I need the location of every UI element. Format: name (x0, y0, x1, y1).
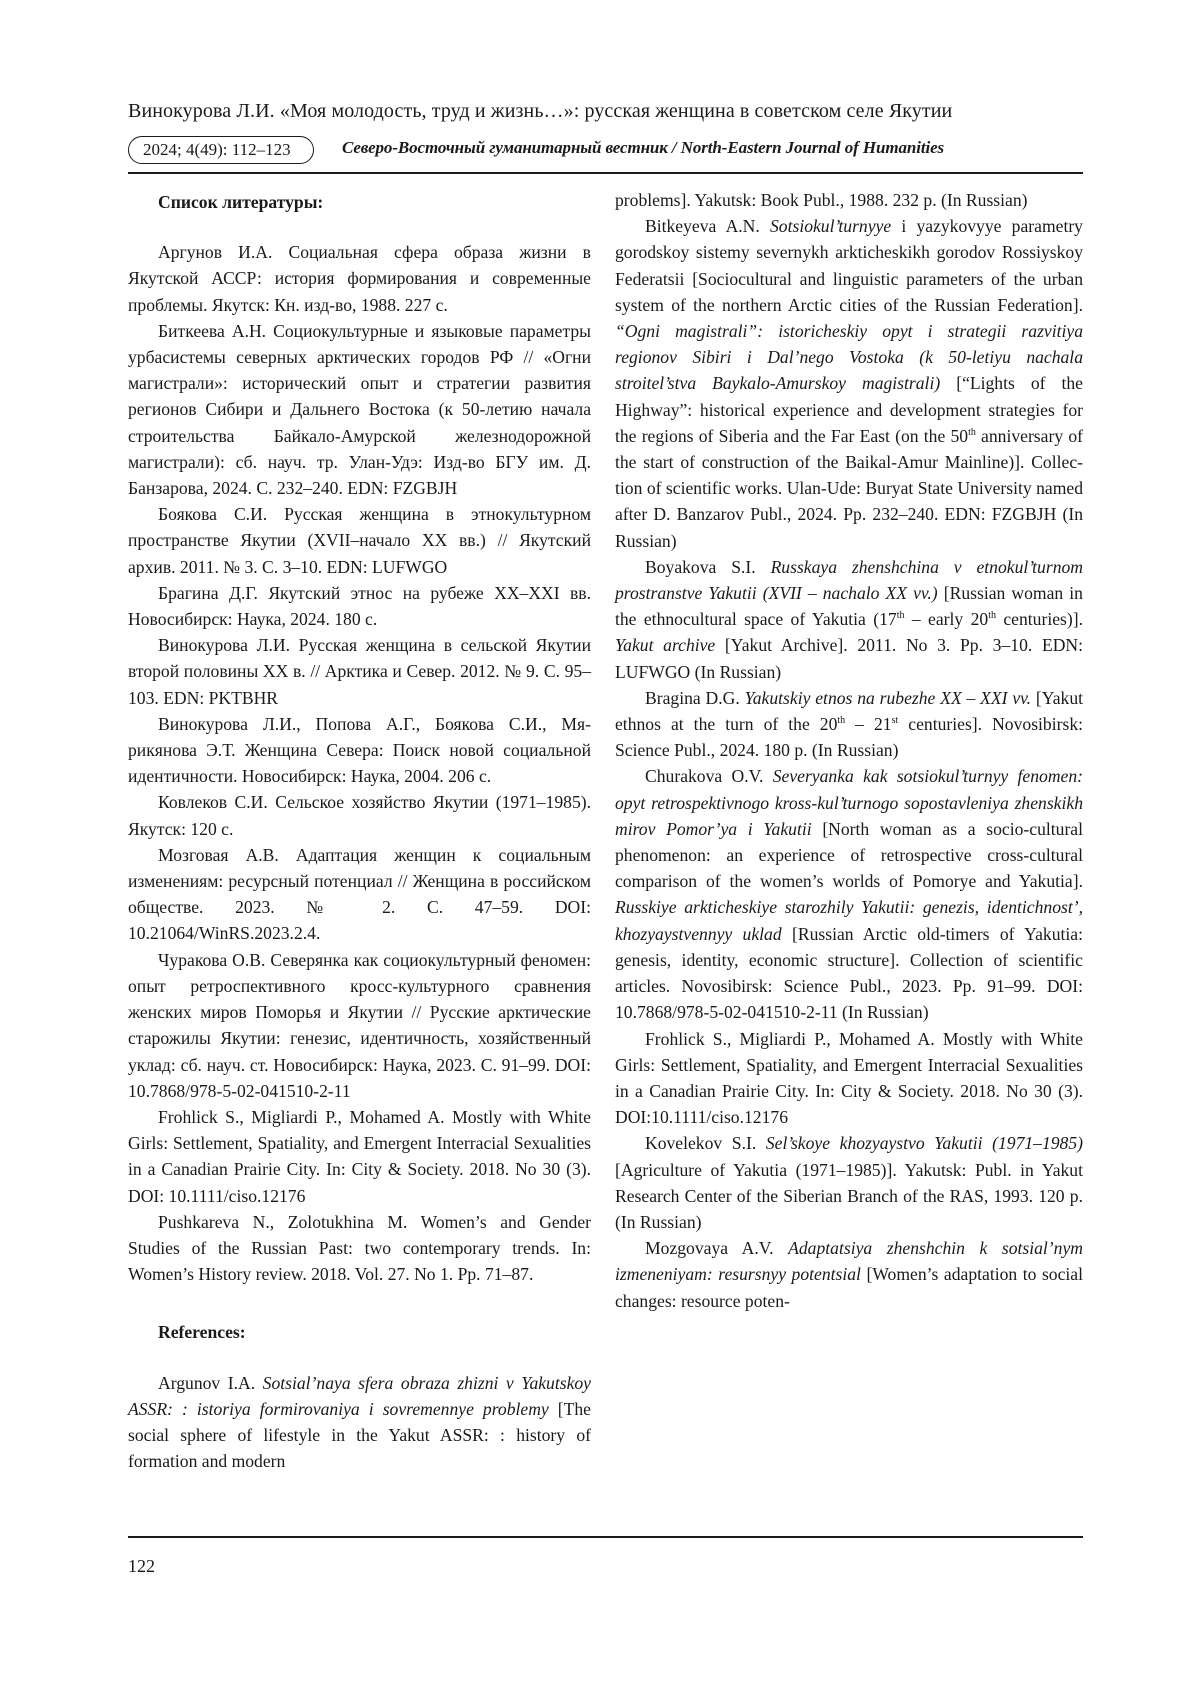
reference-item: Pushkareva N., Zolotukhina M. Women’s and Gender Studies of the Russian Past: two contemporary trends. In: Women’s History review. 2018. Vol. 27. No 1. Pp. 71–87. (128, 1211, 591, 1285)
reference-item: Ковлеков С.И. Сельское хозяйство Якутии (1971–1985). Якутск: 120 с. (128, 792, 591, 839)
footer-divider (128, 1536, 1083, 1538)
reference-item: Аргунов И.А. Социальная сфера образа жизни в Якутской АССР: история формирования и современные проблемы. Якутск: Кн. изд-во, 1988. 227 с. (128, 242, 591, 315)
right-column (615, 187, 1083, 1314)
reference-item: Боякова С.И. Русская женщина в этнокультурном пространстве Якутии (XVII–начало XX вв.) // Якутский архив. 2011. № 3. С. 3–10. EDN: LUFWGO (128, 504, 591, 577)
reference-item-churakova: Churakova O.V. Severyanka kak sotsiokul’turnyy fenomen: opyt retrospektivnogo kross-kul’turnogo sopostavleniya zhenskikh mirov Pomor’ya i Yakutii [North woman as a socio-cultural phenomenon: an experience of retrospective cross-cultural comparison of the women’s worlds of Pomorye and Yakutia]. Russkiye arkticheskiye starozhily Yakutii: genezis, identichnost’, khozyaystvennyy uklad [Russian Arctic old-timers of Yakutia: genesis, identity, economic structure]. Collection of scientific articles. Novosibirsk: Science Publ., 2023. Pp. 91–99. DOI: 10.7868/978-5-02-041510-2-11 (In Russian) (615, 766, 1084, 1023)
russian-references-heading: Список литературы: (158, 192, 324, 212)
journal-meta-row (128, 136, 1088, 168)
page-number: 122 (128, 1556, 155, 1576)
reference-item-kovelekov: Kovelekov S.I. Sel’skoye khozyaystvo Yakutii (1971–1985) [Agriculture of Yakutia (1971–1985)]. Yakutsk: Publ. in Yakut Research Center of the Siberian Branch of the RAS, 1993. 120 p. (In Russian) (615, 1133, 1084, 1232)
reference-item: Винокурова Л.И. Русская женщина в сельской Якутии второй половины XX в. // Арктика и Север. 2012. № 9. С. 95–103. EDN: PKTBHR (128, 635, 591, 708)
reference-item-mozgovaya: Mozgovaya A.V. Adaptatsiya zhenshchin k sotsial’nym izmeneniyam: resursnyy potentsial [Women’s adaptation to social changes: resource poten- (615, 1238, 1083, 1311)
journal-name: Северо-Восточный гуманитарный вестник / North-Eastern Journal of Humanities (342, 138, 945, 157)
reference-item-argunov: Argunov I.A. Sotsial’naya sfera obraza zhizni v Yakutskoy ASSR: : istoriya formirovaniya i sovremennye problemy [The social sphere of lifestyle in the Yakut ASSR: : history of formation and modern (128, 1372, 591, 1472)
reference-item: Винокурова Л.И., Попова А.Г., Боякова С.И., Мярикянова Э.Т. Женщина Севера: Поиск новой социальной идентичности. Новосибирск: Наука, 2004. 206 с. (128, 713, 591, 787)
running-title: Винокурова Л.И. «Моя молодость, труд и жизнь…»: русская женщина в советском селе Якутии (128, 100, 953, 122)
reference-item: Frohlick S., Migliardi P., Mohamed A. Mostly with White Girls: Settlement, Spatiality, and Emergent Interracial Sexualities in a Canadian Prairie City. In: City & Society. 2018. No 30 (3). DOI: 10.1111/ciso.12176 (128, 1106, 591, 1206)
reference-item-frohlick: Frohlick S., Migliardi P., Mohamed A. Mostly with White Girls: Settlement, Spatiality, and Emergent Interracial Sexualities in a Canadian Prairie City. In: City & Society. 2018. No 30 (3). DOI:10.1111/ciso.12176 (615, 1028, 1083, 1128)
reference-item: Мозговая А.В. Адаптация женщин к социальным изменениям: ресурсный потенциал // Женщина в российском обществе. 2023. № 2. С. 47–59. DOI: 10.21064/WinRS.2023.2.4. (128, 844, 591, 944)
header-divider (128, 172, 1083, 174)
left-column (128, 187, 591, 1474)
reference-item-boyakova: Boyakova S.I. Russkaya zhenshchina v etnokul’turnom prostranstve Yakutii (XVII – nachalo XX vv.) [Russian woman in the ethnocultural space of Yakutia (17th – early 20th centuries)]. Yakut archive [Yakut Archive]. 2011. No 3. Pp. 3–10. EDN: LUFWGO (In Russian) (615, 556, 1083, 682)
reference-item: Брагина Д.Г. Якутский этнос на рубеже XX–XXI вв. Новосибирск: Наука, 2024. 180 с. (128, 582, 591, 630)
issue-badge: 2024; 4(49): 112–123 (128, 136, 314, 164)
english-references-heading: References: (158, 1322, 246, 1343)
reference-item-argunov-continued: problems]. Yakutsk: Book Publ., 1988. 232 p. (In Russian) (615, 190, 1028, 210)
reference-item: Чуракова О.В. Северянка как социокультурный феномен: опыт ретроспективного кросс-культурного сравнения женских миров Поморья и Якутии // Русские арктические старожилы Якутии: генезис, идентичность, хозяйственный уклад: сб. науч. ст. Новосибирск: Наука, 2023. С. 91–99. DOI: 10.7868/978-5-02-041510-2-11 (128, 949, 591, 1101)
reference-item-bragina: Bragina D.G. Yakutskiy etnos na rubezhe XX – XXI vv. [Yakut ethnos at the turn of the 20th – 21st centuries]. Novosibirsk: Science Publ., 2024. 180 p. (In Russian) (615, 687, 1084, 761)
reference-item-bitkeyeva: Bitkeyeva A.N. Sotsiokul’turnyye i yazykovyye parametry gorodskoy sistemy severnykh arkticheskikh gorodov Rossiyskoy Federatsii [Sociocultural and linguistic parameters of the urban system of the northern Arctic cities of the Russian Federation]. “Ogni magistrali”: istoricheskiy opyt i strategii razvitiya regionov Sibiri i Dal’nego Vostoka (k 50-letiyu nachala stroitel’stva Baykalo-Amurskoy magistrali) [“Lights of the Highway”: historical experience and development strategies for the regions of Siberia and the Far East (on the 50th anniversary of the start of construction of the Baikal-Amur Mainline)]. Collection of scientific works. Ulan-Ude: Buryat State University named after D. Banzarov Publ., 2024. Pp. 232–240. EDN: FZGBJH (In Russian) (615, 216, 1083, 551)
reference-item: Биткеева А.Н. Социокультурные и языковые параметры урбасистемы северных арктических городов РФ // «Огни магистрали»: исторический опыт и стратегии развития регионов Сибири и Дальнего Востока (к 50-летию начала строительства Байкало-Амурской железнодорожной магистрали): сб. науч. тр. Улан-Удэ: Изд-во БГУ им. Д. Банзарова, 2024. С. 232–240. EDN: FZGBJH (128, 320, 591, 499)
